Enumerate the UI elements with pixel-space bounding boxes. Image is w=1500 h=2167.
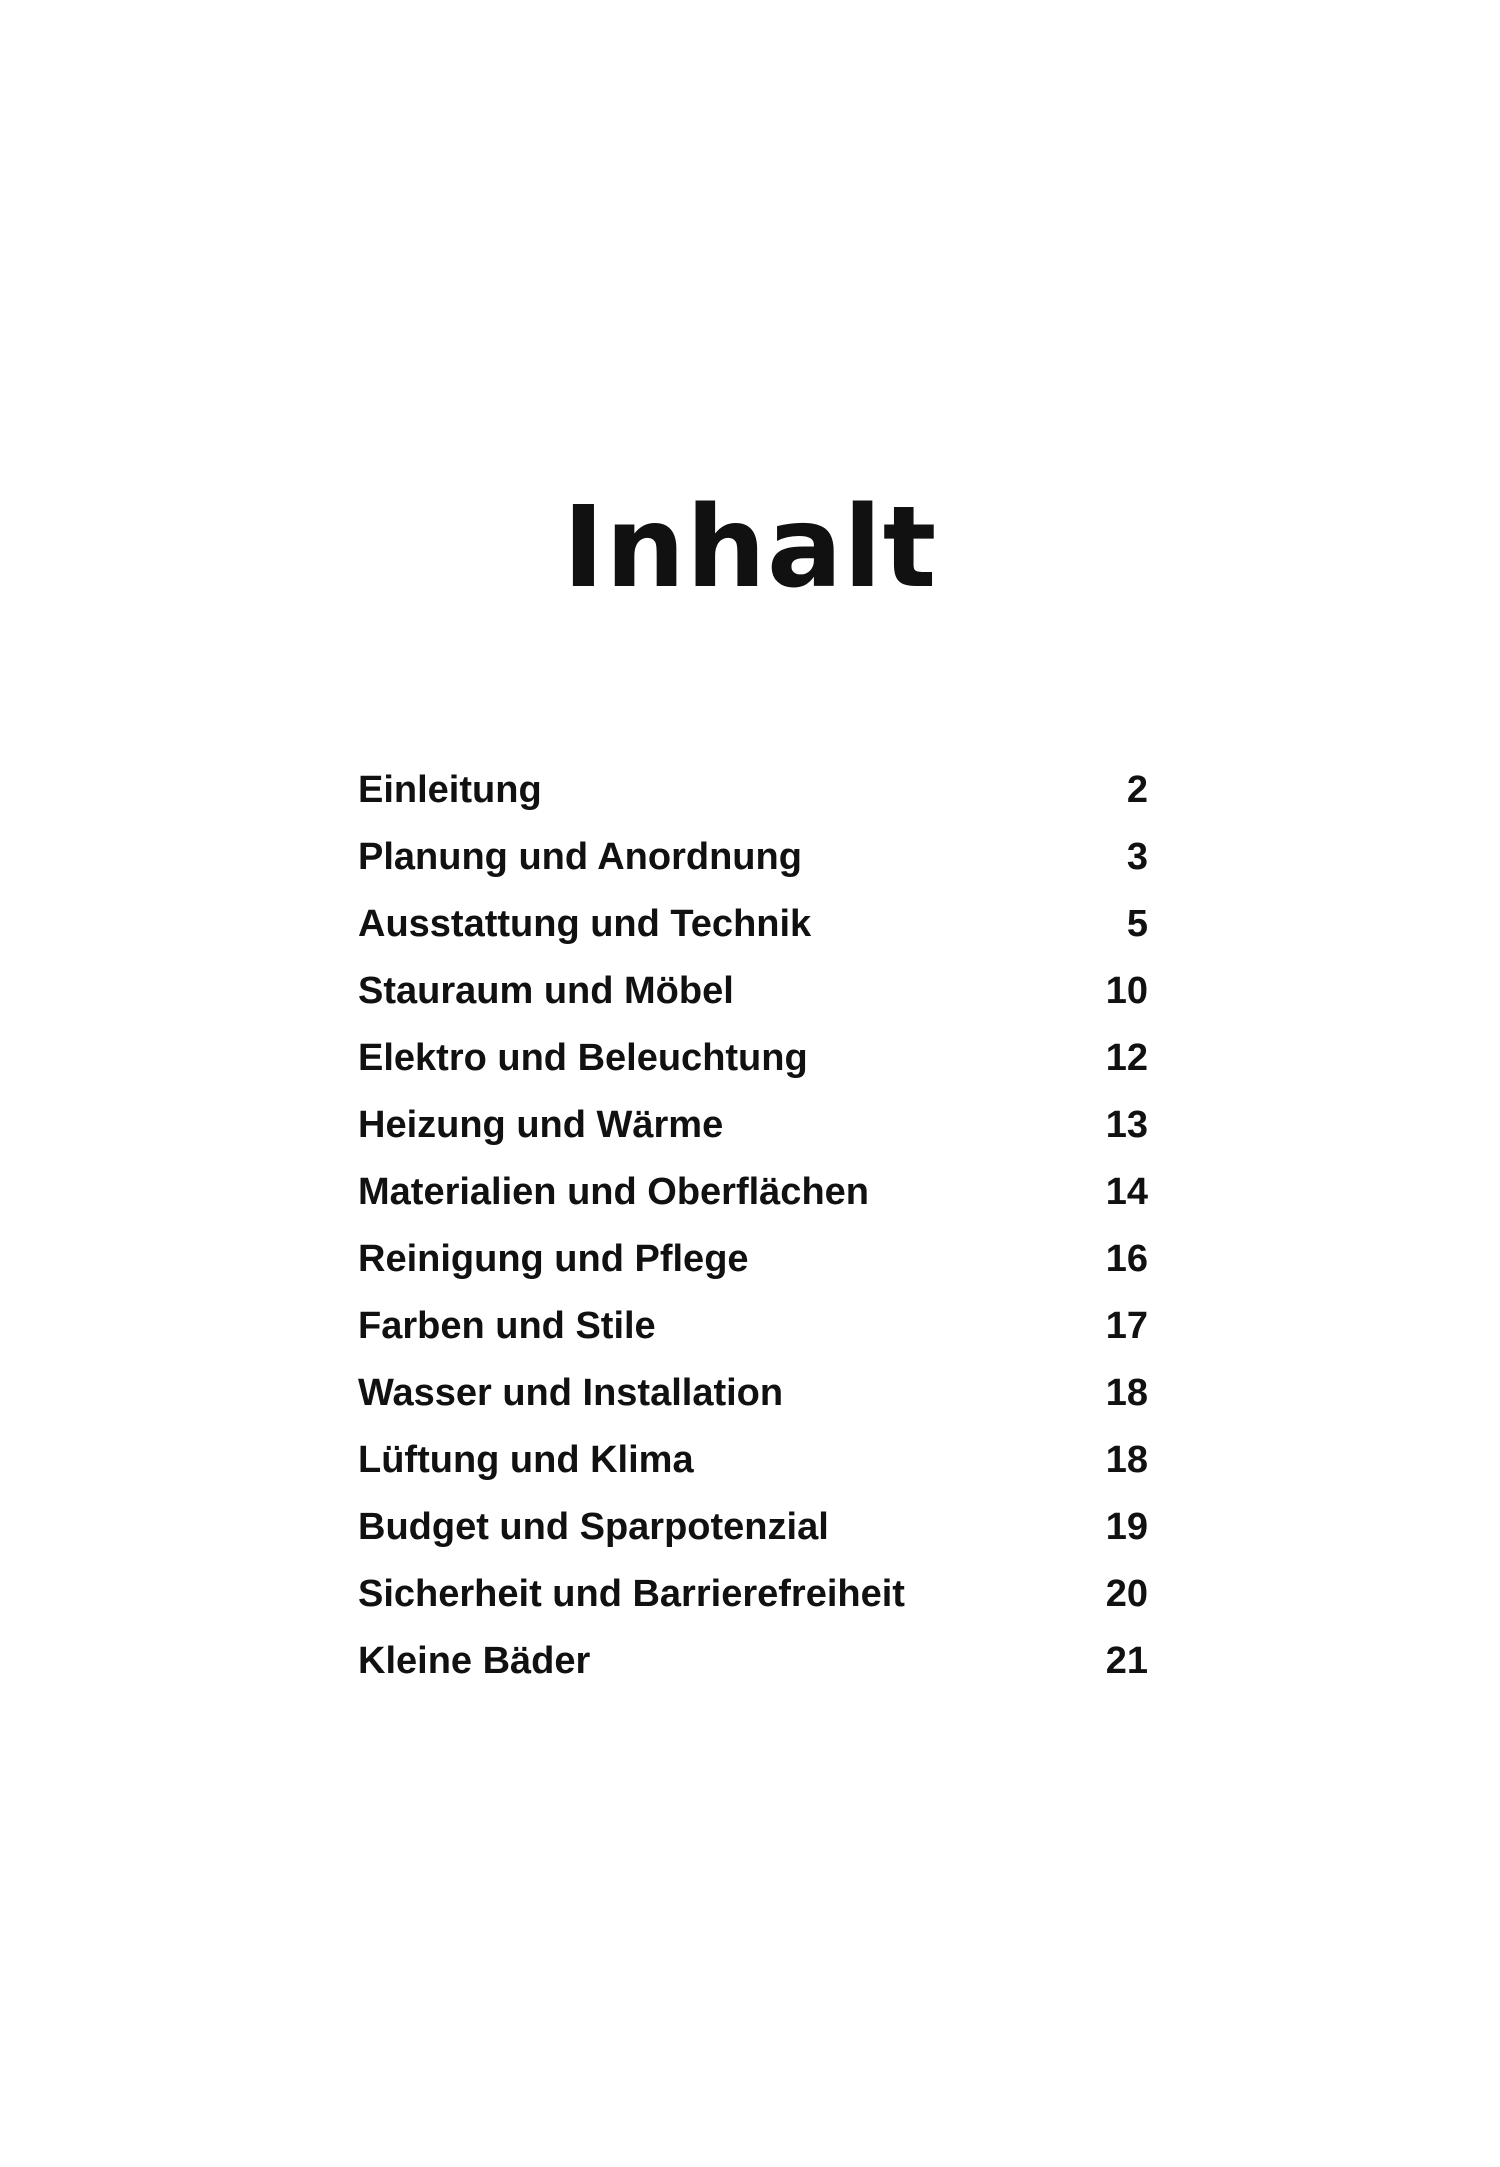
toc-entry[interactable] — [358, 824, 1148, 891]
table-of-contents — [358, 757, 1148, 1695]
toc-entry-page-number: 12 — [1105, 1037, 1148, 1079]
toc-entry[interactable] — [358, 958, 1148, 1025]
toc-entry-page-number: 3 — [1126, 836, 1148, 878]
toc-entry-label: Planung und Anordnung — [358, 836, 802, 878]
toc-entry-page-number: 5 — [1126, 903, 1148, 945]
toc-entry[interactable] — [358, 1092, 1148, 1159]
toc-entry-page-number: 18 — [1105, 1439, 1148, 1481]
toc-entry-page-number: 16 — [1105, 1238, 1148, 1280]
toc-entry-label: Sicherheit und Barrierefreiheit — [358, 1573, 905, 1615]
toc-entry-page-number: 19 — [1105, 1506, 1148, 1548]
toc-entry-label: Kleine Bäder — [358, 1640, 591, 1682]
toc-entry-label: Heizung und Wärme — [358, 1104, 724, 1146]
toc-entry[interactable] — [358, 1159, 1148, 1226]
toc-entry[interactable] — [358, 757, 1148, 824]
toc-entry-page-number: 14 — [1105, 1171, 1148, 1213]
toc-entry[interactable] — [358, 1293, 1148, 1360]
toc-entry[interactable] — [358, 1561, 1148, 1628]
toc-entry-label: Farben und Stile — [358, 1305, 656, 1347]
toc-entry[interactable] — [358, 1226, 1148, 1293]
toc-entry-label: Budget und Sparpotenzial — [358, 1506, 829, 1548]
toc-entry-label: Reinigung und Pflege — [358, 1238, 749, 1280]
toc-entry[interactable] — [358, 1427, 1148, 1494]
toc-entry-label: Materialien und Oberflächen — [358, 1171, 869, 1213]
toc-entry-label: Ausstattung und Technik — [358, 903, 812, 945]
toc-entry-label: Wasser und Installation — [358, 1372, 784, 1414]
toc-entry-page-number: 10 — [1105, 970, 1148, 1012]
toc-entry-label: Lüftung und Klima — [358, 1439, 694, 1481]
toc-entry-page-number: 18 — [1105, 1372, 1148, 1414]
toc-entry-label: Elektro und Beleuchtung — [358, 1037, 808, 1079]
toc-entry[interactable] — [358, 1494, 1148, 1561]
toc-entry[interactable] — [358, 891, 1148, 958]
page-title: Inhalt — [562, 483, 938, 613]
toc-entry-page-number: 21 — [1105, 1640, 1148, 1682]
toc-entry-page-number: 13 — [1105, 1104, 1148, 1146]
toc-entry[interactable] — [358, 1025, 1148, 1092]
toc-entry-page-number: 20 — [1105, 1573, 1148, 1615]
toc-entry-page-number: 2 — [1126, 769, 1148, 811]
toc-entry[interactable] — [358, 1360, 1148, 1427]
toc-entry-label: Stauraum und Möbel — [358, 970, 734, 1012]
toc-entry-page-number: 17 — [1105, 1305, 1148, 1347]
toc-entry-label: Einleitung — [358, 769, 542, 811]
toc-entry[interactable] — [358, 1628, 1148, 1695]
